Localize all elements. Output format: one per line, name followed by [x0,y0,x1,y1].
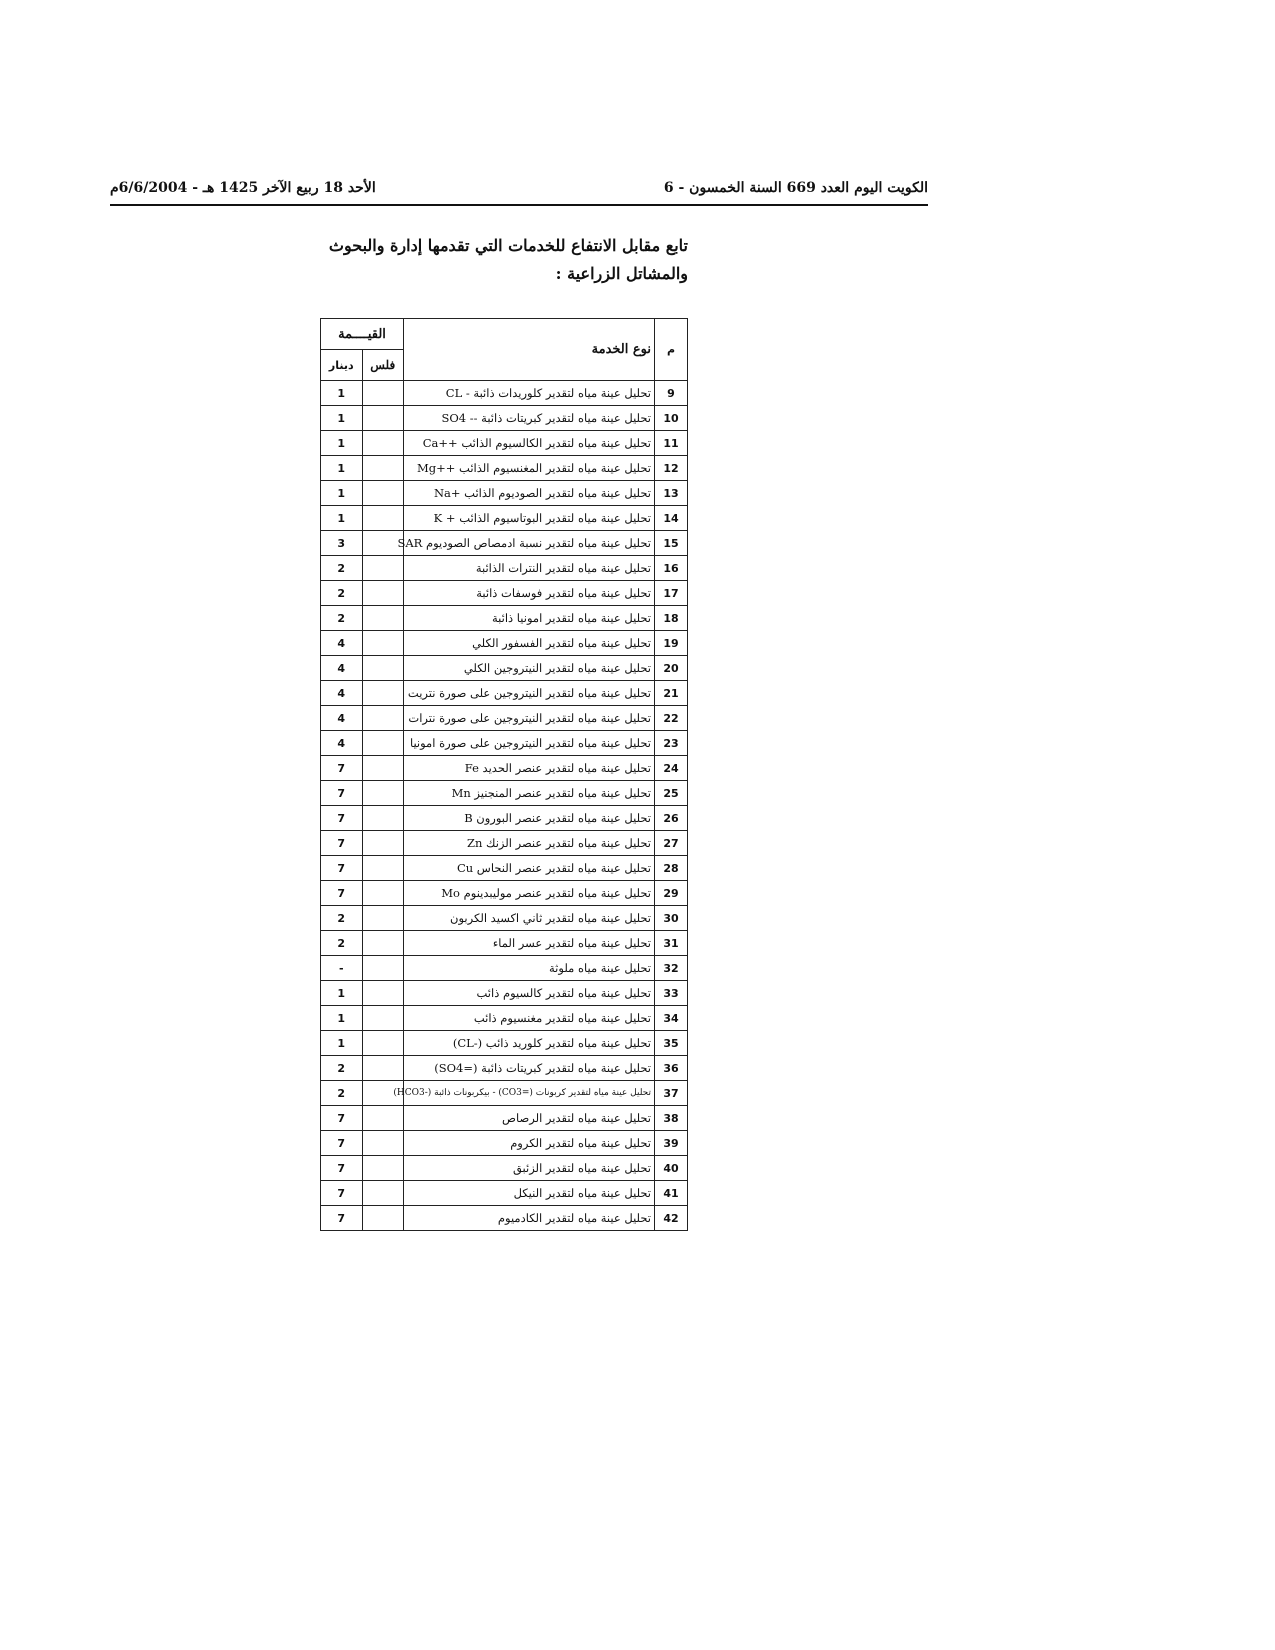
table-row [321,781,688,806]
row-fils [362,1106,404,1131]
row-dinar: 7 [321,1206,363,1231]
row-number: 13 [655,481,688,506]
row-dinar: 2 [321,906,363,931]
row-dinar: 1 [321,406,363,431]
row-dinar: 1 [321,481,363,506]
row-fils [362,406,404,431]
row-dinar: 7 [321,1181,363,1206]
row-dinar: 7 [321,806,363,831]
table-row [321,956,688,981]
heading-line-1: تابع مقابل الانتفاع للخدمات التي تقدمها إدارة والبحوث [328,236,688,255]
row-dinar: 4 [321,631,363,656]
row-number: 27 [655,831,688,856]
row-dinar: 7 [321,781,363,806]
row-service: تحليل عينة مياه لتقدير عنصر المنجنيز Mn [404,781,655,806]
table-row [321,856,688,881]
row-number: 32 [655,956,688,981]
row-number: 22 [655,706,688,731]
row-dinar: 7 [321,1131,363,1156]
row-dinar: 1 [321,1006,363,1031]
row-service: تحليل عينة مياه لتقدير كالسيوم ذائب [404,981,655,1006]
row-fils [362,581,404,606]
row-number: 20 [655,656,688,681]
row-fils [362,606,404,631]
row-fils [362,731,404,756]
row-service: تحليل عينة مياه لتقدير عنصر البورون B [404,806,655,831]
row-number: 10 [655,406,688,431]
row-fils [362,781,404,806]
table-row [321,931,688,956]
row-fils [362,956,404,981]
row-number: 25 [655,781,688,806]
table-row [321,1206,688,1231]
row-dinar: 1 [321,431,363,456]
row-fils [362,706,404,731]
row-service: تحليل عينة مياه لتقدير النترات الذائبة [404,556,655,581]
row-number: 38 [655,1106,688,1131]
row-service: تحليل عينة مياه لتقدير الكادميوم [404,1206,655,1231]
row-service: تحليل عينة مياه لتقدير الكروم [404,1131,655,1156]
row-number: 21 [655,681,688,706]
row-service: تحليل عينة مياه لتقدير عنصر الزنك Zn [404,831,655,856]
row-service: تحليل عينة مياه لتقدير كبريتات ذائبة -- SO4 [404,406,655,431]
row-number: 40 [655,1156,688,1181]
row-dinar: 1 [321,981,363,1006]
header-service: نوع الخدمة [404,319,655,381]
row-fils [362,1056,404,1081]
row-service: تحليل عينة مياه لتقدير النيتروجين على صورة نتريت [404,681,655,706]
row-number: 41 [655,1181,688,1206]
row-number: 31 [655,931,688,956]
table-row [321,981,688,1006]
row-service: تحليل عينة مياه لتقدير الصوديوم الذائب +Na [404,481,655,506]
row-service: تحليل عينة مياه لتقدير المغنسيوم الذائب ++Mg [404,456,655,481]
row-number: 16 [655,556,688,581]
row-number: 26 [655,806,688,831]
row-fils [362,906,404,931]
table-row [321,1031,688,1056]
table-header-row [321,319,688,350]
row-dinar: 4 [321,681,363,706]
row-service: تحليل عينة مياه لتقدير كلوريد ذائب (-CL) [404,1031,655,1056]
row-dinar: - [321,956,363,981]
row-dinar: 1 [321,456,363,481]
row-dinar: 4 [321,656,363,681]
row-service: تحليل عينة مياه لتقدير البوتاسيوم الذائب + K [404,506,655,531]
row-service: تحليل عينة مياه لتقدير امونيا ذائبة [404,606,655,631]
fees-table [320,318,688,1231]
row-service: تحليل عينة مياه لتقدير عنصر الحديد Fe [404,756,655,781]
row-service: تحليل عينة مياه لتقدير النيكل [404,1181,655,1206]
table-row [321,1131,688,1156]
row-fils [362,656,404,681]
row-fils [362,556,404,581]
row-dinar: 2 [321,931,363,956]
row-service: تحليل عينة مياه لتقدير كبريتات ذائبة (=SO4) [404,1056,655,1081]
table-row [321,406,688,431]
table-row [321,631,688,656]
row-dinar: 4 [321,731,363,756]
header-dinar: دينار [321,350,363,381]
row-number: 28 [655,856,688,881]
row-dinar: 1 [321,381,363,406]
row-fils [362,1181,404,1206]
row-dinar: 4 [321,706,363,731]
table-row [321,656,688,681]
row-dinar: 2 [321,1056,363,1081]
table-row [321,1081,688,1106]
row-dinar: 7 [321,1156,363,1181]
row-service: تحليل عينة مياه لتقدير النيتروجين على صورة نترات [404,706,655,731]
row-number: 24 [655,756,688,781]
row-service: تحليل عينة مياه لتقدير كربونات (=CO3) - بيكربونات ذائبة (-HCO3) [404,1081,655,1106]
row-service: تحليل عينة مياه لتقدير مغنسيوم ذائب [404,1006,655,1031]
row-number: 30 [655,906,688,931]
row-number: 39 [655,1131,688,1156]
table-row [321,381,688,406]
table-row [321,681,688,706]
row-fils [362,631,404,656]
row-dinar: 3 [321,531,363,556]
row-service: تحليل عينة مياه لتقدير الكالسيوم الذائب ++Ca [404,431,655,456]
row-service: تحليل عينة مياه لتقدير عنصر موليبدينوم Mo [404,881,655,906]
row-fils [362,431,404,456]
table-row [321,756,688,781]
table-row [321,581,688,606]
row-fils [362,1031,404,1056]
row-number: 23 [655,731,688,756]
row-fils [362,931,404,956]
table-row [321,606,688,631]
table-row [321,731,688,756]
row-fils [362,1006,404,1031]
row-fils [362,856,404,881]
row-service: تحليل عينة مياه لتقدير فوسفات ذائبة [404,581,655,606]
table-row [321,1056,688,1081]
heading-line-2: والمشاتل الزراعية : [555,264,688,283]
table-row [321,806,688,831]
table-row [321,1006,688,1031]
row-number: 36 [655,1056,688,1081]
row-service: تحليل عينة مياه لتقدير النيتروجين الكلي [404,656,655,681]
row-dinar: 7 [321,831,363,856]
row-number: 29 [655,881,688,906]
row-service: تحليل عينة مياه لتقدير النيتروجين على صورة امونيا [404,731,655,756]
row-number: 14 [655,506,688,531]
fees-table-wrapper [320,318,688,1231]
table-row [321,556,688,581]
row-dinar: 2 [321,606,363,631]
row-service: تحليل عينة مياه لتقدير نسبة ادمصاص الصوديوم SAR [404,531,655,556]
page-header [110,174,928,206]
row-dinar: 7 [321,756,363,781]
row-service: تحليل عينة مياه لتقدير الرصاص [404,1106,655,1131]
table-row [321,531,688,556]
row-service: تحليل عينة مياه ملوثة [404,956,655,981]
table-row [321,831,688,856]
row-fils [362,806,404,831]
row-dinar: 2 [321,581,363,606]
row-service: تحليل عينة مياه لتقدير عسر الماء [404,931,655,956]
row-service: تحليل عينة مياه لتقدير كلوريدات ذائبة - CL [404,381,655,406]
header-date: الأحد 18 ربيع الآخر 1425 هـ - 6/6/2004م [110,180,376,196]
row-dinar: 2 [321,556,363,581]
row-number: 15 [655,531,688,556]
row-number: 19 [655,631,688,656]
row-dinar: 7 [321,881,363,906]
row-fils [362,381,404,406]
row-fils [362,1156,404,1181]
table-row [321,456,688,481]
row-fils [362,1206,404,1231]
row-number: 33 [655,981,688,1006]
row-fils [362,456,404,481]
row-fils [362,981,404,1006]
row-fils [362,506,404,531]
table-row [321,1181,688,1206]
header-publication: الكويت اليوم العدد 669 السنة الخمسون - 6 [663,180,928,196]
row-fils [362,881,404,906]
row-number: 35 [655,1031,688,1056]
section-heading [318,232,688,288]
row-number: 11 [655,431,688,456]
row-number: 12 [655,456,688,481]
table-row [321,1106,688,1131]
row-number: 17 [655,581,688,606]
header-fils: فلس [362,350,404,381]
row-fils [362,1131,404,1156]
header-num: م [655,319,688,381]
row-number: 42 [655,1206,688,1231]
row-service: تحليل عينة مياه لتقدير الزئبق [404,1156,655,1181]
row-number: 37 [655,1081,688,1106]
row-dinar: 1 [321,1031,363,1056]
row-fils [362,831,404,856]
row-dinar: 7 [321,856,363,881]
row-fils [362,481,404,506]
row-number: 18 [655,606,688,631]
row-fils [362,756,404,781]
row-service: تحليل عينة مياه لتقدير ثاني اكسيد الكربون [404,906,655,931]
table-row [321,906,688,931]
row-dinar: 1 [321,506,363,531]
row-dinar: 7 [321,1106,363,1131]
row-number: 9 [655,381,688,406]
row-service: تحليل عينة مياه لتقدير عنصر النحاس Cu [404,856,655,881]
table-row [321,506,688,531]
header-value: القيــــمة [321,319,404,350]
table-body [321,381,688,1231]
row-number: 34 [655,1006,688,1031]
row-dinar: 2 [321,1081,363,1106]
table-row [321,481,688,506]
table-row [321,706,688,731]
row-fils [362,681,404,706]
row-service: تحليل عينة مياه لتقدير الفسفور الكلي [404,631,655,656]
table-row [321,1156,688,1181]
table-row [321,431,688,456]
table-row [321,881,688,906]
